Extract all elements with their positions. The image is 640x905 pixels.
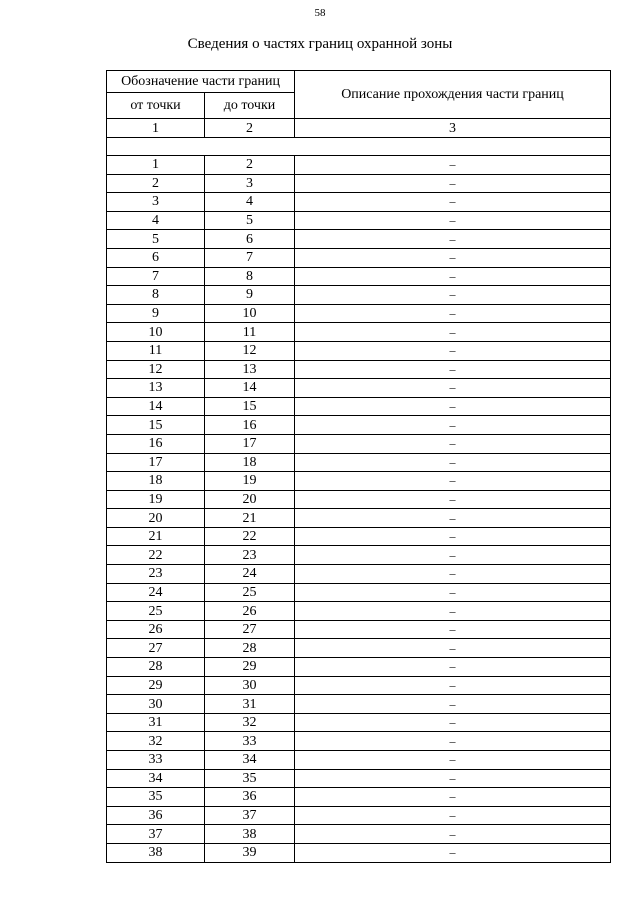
to-point-cell: 38 — [205, 825, 295, 844]
table-row — [107, 360, 611, 379]
table-row — [107, 602, 611, 621]
to-point-cell: 29 — [205, 658, 295, 677]
to-point-cell: 26 — [205, 602, 295, 621]
table-row — [107, 230, 611, 249]
table-row — [107, 546, 611, 565]
description-cell: – — [295, 788, 611, 807]
table-row — [107, 806, 611, 825]
description-cell: – — [295, 472, 611, 491]
from-point-cell: 20 — [107, 509, 205, 528]
from-point-cell: 11 — [107, 341, 205, 360]
table-row — [107, 379, 611, 398]
description-cell: – — [295, 434, 611, 453]
to-point-cell: 5 — [205, 211, 295, 230]
from-point-cell: 5 — [107, 230, 205, 249]
description-cell: – — [295, 304, 611, 323]
to-point-cell: 2 — [205, 156, 295, 175]
page-number: 58 — [314, 7, 326, 19]
from-point-cell: 12 — [107, 360, 205, 379]
to-point-cell: 15 — [205, 397, 295, 416]
description-cell: – — [295, 843, 611, 862]
header-to-point: до точки — [205, 93, 295, 119]
to-point-cell: 17 — [205, 434, 295, 453]
description-cell: – — [295, 658, 611, 677]
column-number-3: 3 — [295, 119, 611, 138]
from-point-cell: 7 — [107, 267, 205, 286]
to-point-cell: 19 — [205, 472, 295, 491]
to-point-cell: 35 — [205, 769, 295, 788]
from-point-cell: 18 — [107, 472, 205, 491]
to-point-cell: 8 — [205, 267, 295, 286]
description-cell: – — [295, 769, 611, 788]
to-point-cell: 24 — [205, 565, 295, 584]
description-cell: – — [295, 602, 611, 621]
description-cell: – — [295, 676, 611, 695]
table-row — [107, 248, 611, 267]
from-point-cell: 27 — [107, 639, 205, 658]
to-point-cell: 25 — [205, 583, 295, 602]
to-point-cell: 33 — [205, 732, 295, 751]
description-cell: – — [295, 713, 611, 732]
to-point-cell: 20 — [205, 490, 295, 509]
from-point-cell: 13 — [107, 379, 205, 398]
from-point-cell: 34 — [107, 769, 205, 788]
from-point-cell: 10 — [107, 323, 205, 342]
from-point-cell: 2 — [107, 174, 205, 193]
table-row — [107, 583, 611, 602]
description-cell: – — [295, 490, 611, 509]
from-point-cell: 29 — [107, 676, 205, 695]
from-point-cell: 21 — [107, 527, 205, 546]
table-row — [107, 769, 611, 788]
to-point-cell: 22 — [205, 527, 295, 546]
to-point-cell: 12 — [205, 341, 295, 360]
to-point-cell: 21 — [205, 509, 295, 528]
from-point-cell: 25 — [107, 602, 205, 621]
to-point-cell: 13 — [205, 360, 295, 379]
description-cell: – — [295, 546, 611, 565]
to-point-cell: 18 — [205, 453, 295, 472]
table-row — [107, 825, 611, 844]
description-cell: – — [295, 267, 611, 286]
to-point-cell: 7 — [205, 248, 295, 267]
description-cell: – — [295, 732, 611, 751]
description-cell: – — [295, 620, 611, 639]
from-point-cell: 37 — [107, 825, 205, 844]
description-cell: – — [295, 230, 611, 249]
table-row — [107, 286, 611, 305]
header-description: Описание прохождения части границ — [295, 71, 611, 119]
to-point-cell: 32 — [205, 713, 295, 732]
table-row — [107, 751, 611, 770]
table-row — [107, 193, 611, 212]
from-point-cell: 14 — [107, 397, 205, 416]
description-cell: – — [295, 156, 611, 175]
table-row — [107, 695, 611, 714]
from-point-cell: 1 — [107, 156, 205, 175]
description-cell: – — [295, 360, 611, 379]
description-cell: – — [295, 397, 611, 416]
from-point-cell: 22 — [107, 546, 205, 565]
column-number-1: 1 — [107, 119, 205, 138]
column-number-2: 2 — [205, 119, 295, 138]
to-point-cell: 6 — [205, 230, 295, 249]
table-row — [107, 267, 611, 286]
table-row — [107, 341, 611, 360]
to-point-cell: 39 — [205, 843, 295, 862]
table-row — [107, 565, 611, 584]
from-point-cell: 30 — [107, 695, 205, 714]
description-cell: – — [295, 416, 611, 435]
table-row — [107, 174, 611, 193]
header-from-point: от точки — [107, 93, 205, 119]
description-cell: – — [295, 509, 611, 528]
from-point-cell: 17 — [107, 453, 205, 472]
from-point-cell: 36 — [107, 806, 205, 825]
from-point-cell: 32 — [107, 732, 205, 751]
description-cell: – — [295, 806, 611, 825]
table-row — [107, 416, 611, 435]
from-point-cell: 23 — [107, 565, 205, 584]
description-cell: – — [295, 286, 611, 305]
description-cell: – — [295, 341, 611, 360]
to-point-cell: 10 — [205, 304, 295, 323]
to-point-cell: 3 — [205, 174, 295, 193]
table-row — [107, 843, 611, 862]
description-cell: – — [295, 379, 611, 398]
to-point-cell: 27 — [205, 620, 295, 639]
table-row — [107, 156, 611, 175]
description-cell: – — [295, 825, 611, 844]
table-body — [107, 156, 611, 863]
from-point-cell: 3 — [107, 193, 205, 212]
description-cell: – — [295, 565, 611, 584]
table-row — [107, 676, 611, 695]
from-point-cell: 35 — [107, 788, 205, 807]
description-cell: – — [295, 323, 611, 342]
from-point-cell: 33 — [107, 751, 205, 770]
table-row — [107, 509, 611, 528]
empty-separator-row — [107, 138, 611, 156]
from-point-cell: 31 — [107, 713, 205, 732]
from-point-cell: 38 — [107, 843, 205, 862]
to-point-cell: 4 — [205, 193, 295, 212]
table-row — [107, 304, 611, 323]
table-row — [107, 732, 611, 751]
table-row — [107, 211, 611, 230]
from-point-cell: 16 — [107, 434, 205, 453]
to-point-cell: 11 — [205, 323, 295, 342]
boundary-parts-table — [106, 70, 611, 863]
table-row — [107, 453, 611, 472]
description-cell: – — [295, 527, 611, 546]
to-point-cell: 37 — [205, 806, 295, 825]
to-point-cell: 23 — [205, 546, 295, 565]
description-cell: – — [295, 751, 611, 770]
from-point-cell: 15 — [107, 416, 205, 435]
to-point-cell: 16 — [205, 416, 295, 435]
table-row — [107, 527, 611, 546]
description-cell: – — [295, 193, 611, 212]
from-point-cell: 6 — [107, 248, 205, 267]
description-cell: – — [295, 583, 611, 602]
description-cell: – — [295, 695, 611, 714]
table-row — [107, 323, 611, 342]
table-row — [107, 434, 611, 453]
header-boundary-designation: Обозначение части границ — [107, 71, 295, 93]
table-row — [107, 658, 611, 677]
from-point-cell: 9 — [107, 304, 205, 323]
to-point-cell: 30 — [205, 676, 295, 695]
description-cell: – — [295, 639, 611, 658]
to-point-cell: 36 — [205, 788, 295, 807]
description-cell: – — [295, 174, 611, 193]
table-row — [107, 620, 611, 639]
table-row — [107, 788, 611, 807]
document-title: Сведения о частях границ охранной зоны — [187, 36, 453, 52]
description-cell: – — [295, 211, 611, 230]
from-point-cell: 28 — [107, 658, 205, 677]
from-point-cell: 4 — [107, 211, 205, 230]
from-point-cell: 24 — [107, 583, 205, 602]
to-point-cell: 28 — [205, 639, 295, 658]
table-row — [107, 639, 611, 658]
table-row — [107, 472, 611, 491]
to-point-cell: 34 — [205, 751, 295, 770]
to-point-cell: 9 — [205, 286, 295, 305]
to-point-cell: 31 — [205, 695, 295, 714]
table-row — [107, 490, 611, 509]
from-point-cell: 8 — [107, 286, 205, 305]
from-point-cell: 19 — [107, 490, 205, 509]
table-row — [107, 397, 611, 416]
description-cell: – — [295, 248, 611, 267]
from-point-cell: 26 — [107, 620, 205, 639]
description-cell: – — [295, 453, 611, 472]
to-point-cell: 14 — [205, 379, 295, 398]
table-row — [107, 713, 611, 732]
